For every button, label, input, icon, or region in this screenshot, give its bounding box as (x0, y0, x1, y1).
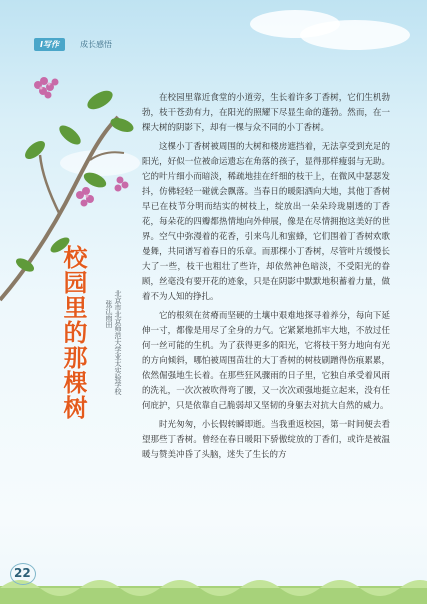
paragraph: 时光匆匆，小长假转瞬即逝。当我重返校园，第一时间便去看望那些丁香树。曾经在春日暖阳下骄傲绽放的丁香们，或许是被温暖与赞美冲昏了头脑，迷失了生长的方 (142, 420, 390, 460)
author-info (90, 290, 122, 490)
cloud-decoration (300, 20, 410, 50)
page-number: 22 (14, 566, 31, 580)
article-title: 校园里的那棵树 (59, 245, 87, 420)
section-tag: I写作 (34, 38, 65, 51)
section-label: 成长感悟 (80, 40, 112, 49)
author-school: 北京市北京师范大学亚太实验学校 (114, 290, 122, 395)
paragraph: 它的根须在贫瘠而坚硬的土壤中艰难地探寻着养分，每向下延伸一寸，都像是用尽了全身的力气。它紧紧地抓牢大地，不放过任何一丝可能的生机。为了获得更多的阳光，它将枝干努力地向有光的方向倾斜，哪怕被周围苗壮的大丁香树的树枝刷蹭得伤痕累累，依然倔强地生长着。在那些狂风骤雨的日子里，它独自承受着风雨的洗礼，一次次被吹得弯了腰，又一次次顽强地挺立起来，没有任何庇护，只是依靠自己脆弱却又坚韧的身躯去对抗大自然的威力。 (142, 311, 390, 411)
grass-decoration (0, 568, 427, 604)
paragraph: 这棵小丁香树被周围的大树和楼房遮挡着，无法享受到充足的阳光，好似一位被命运遗忘在角落的孩子，显得那样瘦弱与无助。它的叶片细小而暗淡，稀疏地挂在纤细的枝干上，在微风中瑟瑟发抖，仿佛轻轻一碰就会飘落。当春日的暖阳洒向大地，其他丁香树早已在枝节分明而结实的树枝上，绽放出一朵朵玲珑剔透的丁香花，每朵花的四瓣都热情地向外伸展，像是在尽情拥抱这美好的世界。空气中弥漫着的花香，引来鸟儿和蜜蜂，它们围着丁香树欢歌曼舞，共同谱写着春日的乐章。而那棵小丁香树，尽管叶片缓慢长大了一些，枝干也粗壮了些许，却依然神色暗淡，不受阳光的眷顾，丝毫没有要开花的迹象，只是在阴影中默默地积蓄着力量，做着不为人知的挣扎。 (142, 142, 390, 302)
author-name: 张江雨田 (105, 300, 113, 328)
article-body (142, 91, 390, 467)
paragraph: 在校园里靠近食堂的小道旁，生长着许多丁香树，它们生机勃勃，枝干苍劲有力，在阳光的照耀下尽显生命的蓬勃。然而，在一棵大树的阴影下，却有一棵与众不同的小丁香树。 (142, 93, 390, 133)
